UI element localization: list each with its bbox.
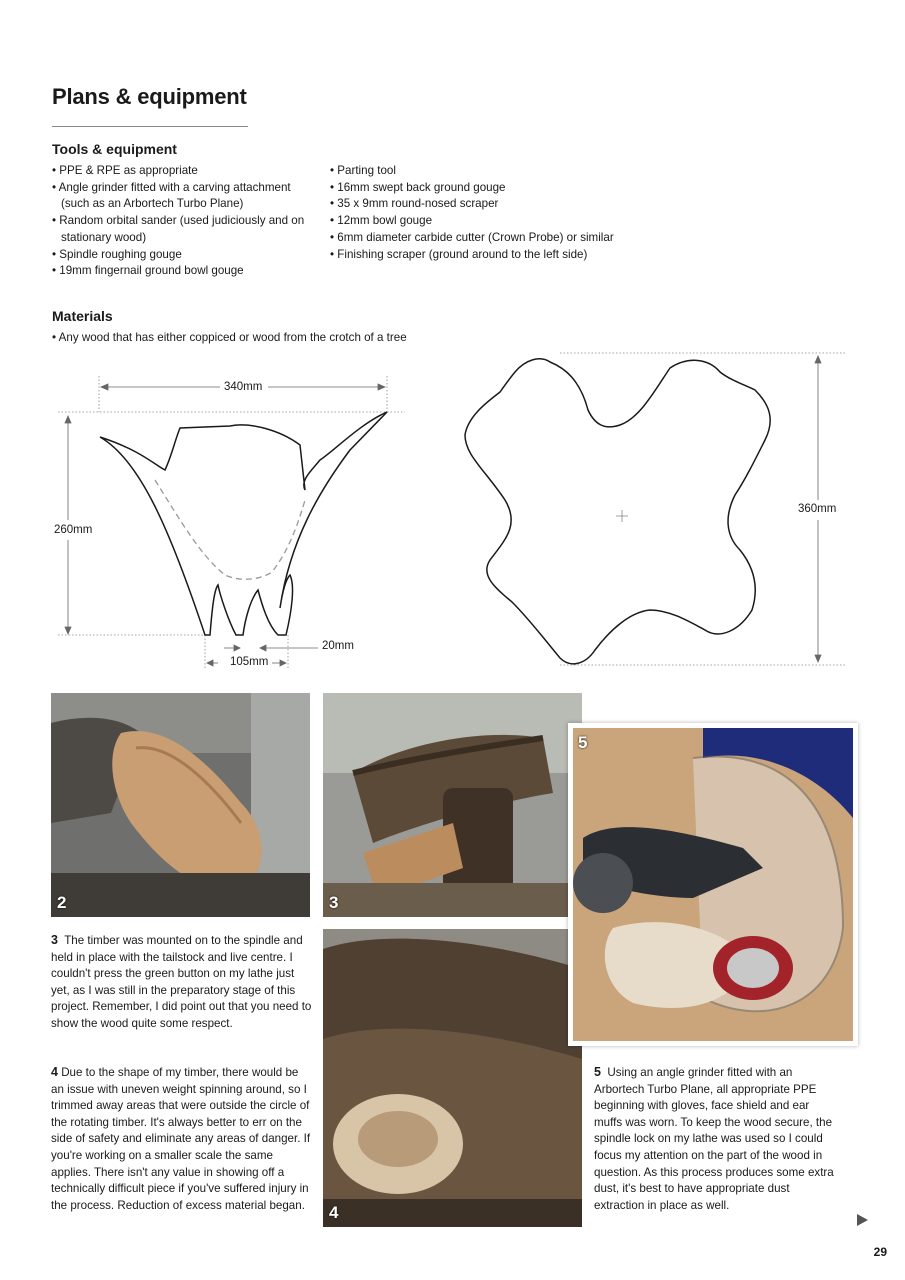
list-item: • 35 x 9mm round-nosed scraper	[330, 196, 620, 213]
caption-3-number: 3	[51, 933, 58, 947]
caption-3-text: The timber was mounted on to the spindle and held in place with the tailstock and live centre. I couldn't press the green button on my lathe just yet, as I was still in the preparatory stage of this project. Remember, I did point out that you need to show the wood quite some respect.	[51, 934, 312, 1030]
caption-5-text: Using an angle grinder fitted with an Arbortech Turbo Plane, all appropriate PPE beginning with gloves, face shield and ear muffs was worn. To keep the wood secure, the spindle lock on my lathe was used so I could focus my attention on the part of the wood in question. As this process produces some extra dust, it's best to have appropriate dust extraction in place as well.	[594, 1066, 834, 1212]
tools-list-left	[52, 163, 322, 280]
plan-dimension-label: 360mm	[798, 503, 837, 515]
caption-5	[594, 1064, 839, 1214]
tools-heading: Tools & equipment	[52, 141, 177, 157]
photo-3-number: 3	[329, 893, 339, 912]
page-number: 29	[873, 1245, 887, 1259]
list-item: • Spindle roughing gouge	[52, 247, 322, 264]
photo-5	[568, 723, 858, 1046]
foot-dimension-label: 20mm	[322, 640, 354, 652]
photo-3-image	[323, 693, 582, 917]
base-dimension-label: 105mm	[230, 656, 269, 668]
list-item: • PPE & RPE as appropriate	[52, 163, 322, 180]
caption-3	[51, 932, 312, 1033]
title-underline	[52, 126, 248, 127]
list-item: • Angle grinder fitted with a carving attachment (such as an Arbortech Turbo Plane)	[52, 180, 322, 213]
height-dimension-label: 260mm	[54, 524, 93, 536]
technical-diagram	[0, 340, 905, 685]
page-title: Plans & equipment	[52, 84, 247, 109]
photo-2-image	[51, 693, 310, 917]
caption-4-number: 4	[51, 1065, 58, 1079]
materials-heading: Materials	[52, 308, 113, 324]
caption-4-text: Due to the shape of my timber, there would be an issue with uneven weight spinning around, so I trimmed away areas that were outside the circle of the rotating timber. It's always better to err on the side of safety and eliminate any areas of danger. If you're working on a smaller scale the same applies. There isn't any value in showing off a technically difficult piece if you've suffered injury in the process. Reduction of excess material began.	[51, 1066, 311, 1212]
photo-5-image	[573, 728, 853, 1041]
photo-4	[323, 929, 582, 1227]
caption-5-number: 5	[594, 1065, 601, 1079]
photo-2	[51, 693, 310, 917]
list-item: • Random orbital sander (used judiciously and on stationary wood)	[52, 213, 322, 246]
photo-2-number: 2	[57, 893, 67, 912]
photo-5-number: 5	[578, 733, 588, 752]
next-page-arrow-icon	[857, 1214, 868, 1226]
list-item: • 12mm bowl gouge	[330, 213, 620, 230]
list-item: • 19mm fingernail ground bowl gouge	[52, 263, 322, 280]
list-item: • Parting tool	[330, 163, 620, 180]
tools-list-right	[330, 163, 620, 263]
caption-4	[51, 1064, 312, 1214]
list-item: • Finishing scraper (ground around to the left side)	[330, 247, 620, 264]
width-dimension-label: 340mm	[224, 381, 263, 393]
list-item: • 6mm diameter carbide cutter (Crown Probe) or similar	[330, 230, 620, 247]
list-item: • Any wood that has either coppiced or wood from the crotch of a tree	[52, 330, 552, 347]
photo-4-image	[323, 929, 582, 1227]
photo-3	[323, 693, 582, 917]
list-item: • 16mm swept back ground gouge	[330, 180, 620, 197]
photo-4-number: 4	[329, 1203, 339, 1222]
